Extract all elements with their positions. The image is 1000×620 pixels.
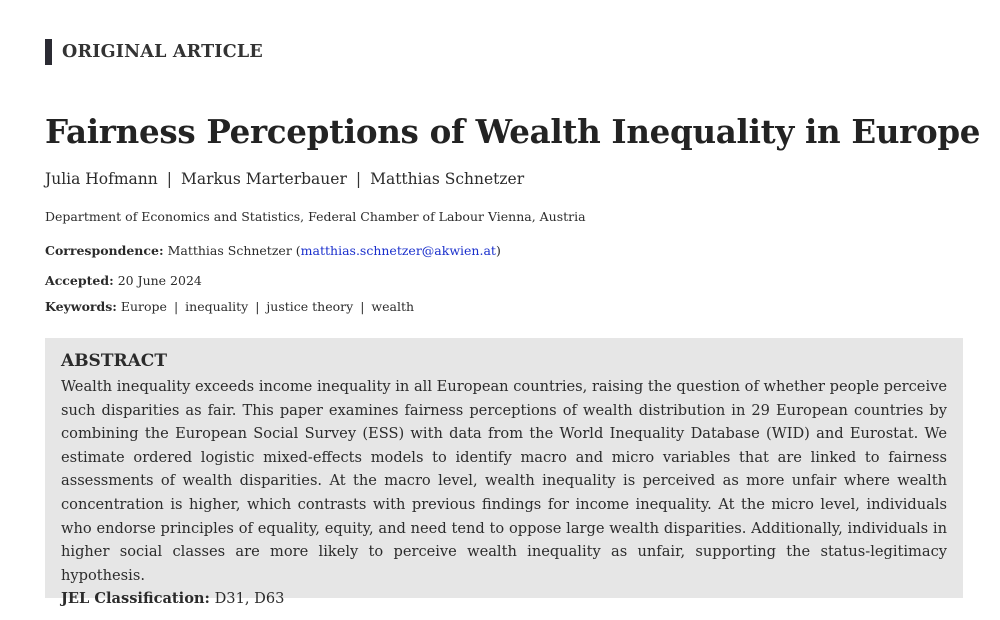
article-title: Fairness Perceptions of Wealth Inequality in Europe [45, 112, 981, 151]
jel-label: JEL Classification: [61, 590, 210, 608]
accepted-line [45, 273, 202, 288]
author-name[interactable]: Matthias Schnetzer [370, 170, 525, 188]
open-paren: ( [295, 243, 301, 258]
abstract-text: Wealth inequality exceeds income inequality in all European countries, raising the question of whether people perceive such disparities as fair. This paper examines fairness perceptions of wealth distribution in 29 European countries by combining the European Social Survey (ESS) with data from the World Inequality Database (WID) and Eurostat. We estimate ordered logistic mixed-effects models to identify macro and micro variables that are linked to fairness assessments of wealth disparities. At the macro level, wealth inequality is perceived as more unfair where wealth concentration is higher, which contrasts with previous findings for income inequality. At the micro level, individuals who endorse principles of equality, equity, and need tend to oppose large wealth disparities. Additionally, individuals in higher social classes are more likely to perceive wealth inequality as unfair, supporting the status-legitimacy hypothesis. [61, 378, 947, 584]
article-type-text: ORIGINAL ARTICLE [62, 42, 263, 62]
author-name[interactable]: Markus Marterbauer [181, 170, 347, 188]
jel-codes: D31, D63 [214, 590, 285, 608]
keyword-item[interactable]: inequality [185, 299, 249, 314]
author-separator: | [166, 170, 173, 188]
correspondence-name: Matthias Schnetzer [167, 243, 292, 258]
accepted-label: Accepted: [45, 273, 114, 288]
affiliation: Department of Economics and Statistics, Federal Chamber of Labour Vienna, Austria [45, 209, 586, 224]
correspondence-email-link[interactable]: matthias.schnetzer@akwien.at [300, 243, 496, 258]
article-type-label [45, 39, 263, 65]
keyword-item[interactable]: justice theory [266, 299, 354, 314]
jel-classification [61, 587, 947, 611]
author-list [45, 170, 524, 188]
keyword-separator: | [255, 299, 260, 314]
correspondence-label: Correspondence: [45, 243, 164, 258]
keyword-item[interactable]: wealth [371, 299, 415, 314]
keywords-label: Keywords: [45, 299, 117, 314]
author-name[interactable]: Julia Hofmann [45, 170, 158, 188]
close-paren: ) [495, 243, 501, 258]
section-accent-bar [45, 39, 52, 65]
correspondence-line [45, 243, 501, 258]
keywords-line [45, 299, 414, 314]
keyword-separator: | [173, 299, 179, 314]
abstract-box [45, 338, 963, 608]
keyword-item[interactable]: Europe [120, 299, 167, 314]
abstract-heading: ABSTRACT [61, 351, 167, 371]
author-separator: | [355, 170, 362, 188]
keyword-separator: | [360, 299, 365, 314]
accepted-date: 20 June 2024 [117, 273, 202, 288]
